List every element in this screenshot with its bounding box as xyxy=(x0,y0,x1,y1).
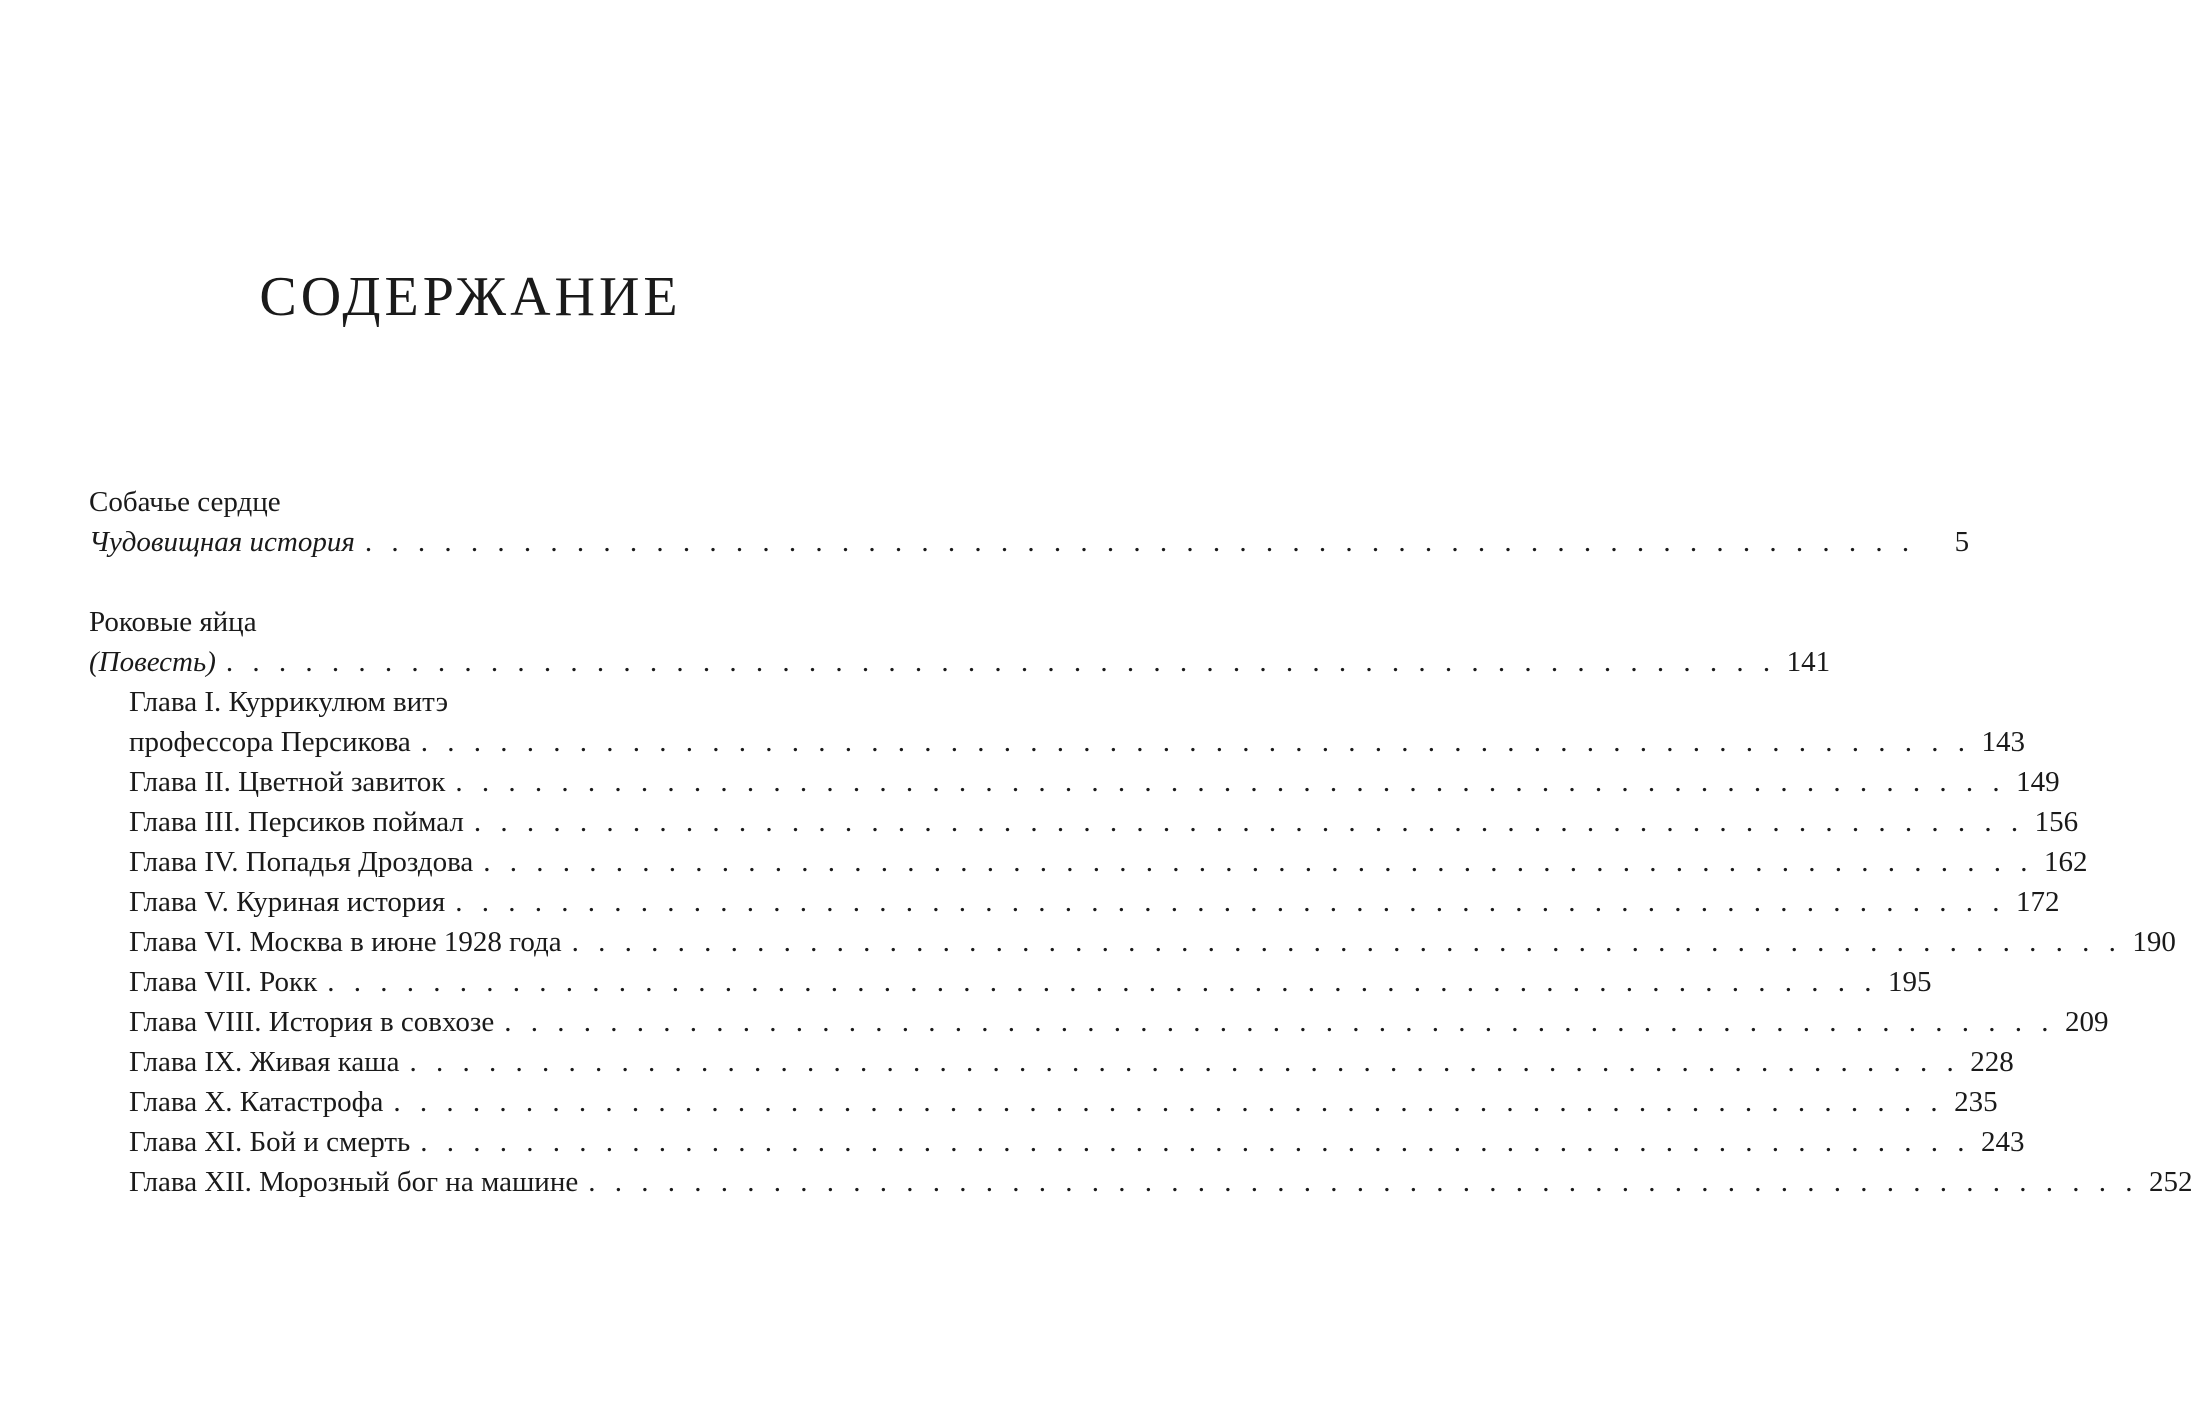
toc-entry[interactable] xyxy=(89,522,1970,562)
page-number: 156 xyxy=(2034,806,2079,838)
chapter-title: Глава VI. Москва в июне 1928 года xyxy=(129,926,562,958)
chapter-title: Глава IV. Попадья Дроздова xyxy=(129,846,474,878)
page-number: 149 xyxy=(2016,766,2060,798)
page-number: 162 xyxy=(2044,846,2088,878)
chapter-title: Глава IX. Живая каша xyxy=(129,1046,400,1078)
chapter-title: профессора Персикова xyxy=(129,726,411,758)
dot-leader: . . . . . . . . . . . . . . . . . . . . . . . . . . . . . . . . . . . . . . . . . . . . . . . . . . . . . . . . . . . xyxy=(588,1166,2139,1198)
chapter-title: Глава V. Куриная история xyxy=(129,886,446,918)
dot-leader: . . . . . . . . . . . . . . . . . . . . . . . . . . . . . . . . . . . . . . . . . . . . . . . . . . . . . . . . . . . xyxy=(225,646,1777,678)
chapter-title-line: Глава I. Куррикулюм витэ xyxy=(129,686,449,718)
dot-leader: . . . . . . . . . . . . . . . . . . . . . . . . . . . . . . . . . . . . . . . . . . . . . . . . . . . . . . . . . . . xyxy=(409,1046,1960,1078)
page-number: 190 xyxy=(2132,926,2176,958)
page-number: 243 xyxy=(1981,1126,2025,1158)
page-number: 172 xyxy=(2016,886,2060,918)
page-number: 235 xyxy=(1954,1086,1998,1118)
dot-leader: . . . . . . . . . . . . . . . . . . . . . . . . . . . . . . . . . . . . . . . . . . . . . . . . . . . . . . . . . . . xyxy=(455,886,2006,918)
work-title: Собачье сердце xyxy=(89,486,281,518)
table-of-contents xyxy=(89,482,2192,1202)
chapter-entry[interactable] xyxy=(89,802,2079,842)
dot-leader: . . . . . . . . . . . . . . . . . . . . . . . . . . . . . . . . . . . . . . . . . . . . . . . . . . . . . . . . . . . xyxy=(420,726,1972,758)
dot-leader: . . . . . . . . . . . . . . . . . . . . . . . . . . . . . . . . . . . . . . . . . . . . . . . . . . . . . . . . . . . xyxy=(483,846,2034,878)
chapter-entry[interactable] xyxy=(89,922,2176,962)
work-title: Роковые яйца xyxy=(89,606,257,638)
page-number: 5 xyxy=(1954,526,1970,558)
chapter-entry[interactable] xyxy=(89,1162,2192,1202)
chapter-entry[interactable] xyxy=(89,762,2060,802)
chapter-entry[interactable] xyxy=(89,1042,2014,1082)
work-subtitle: Чудовищная история xyxy=(89,526,355,558)
toc-entry[interactable] xyxy=(89,642,1831,682)
dot-leader: . . . . . . . . . . . . . . . . . . . . . . . . . . . . . . . . . . . . . . . . . . . . . . . . . . . . . . . . . . . xyxy=(327,966,1878,998)
spacer xyxy=(89,562,816,602)
page-number: 252 xyxy=(2148,1166,2192,1198)
dot-leader: . . . . . . . . . . . . . . . . . . . . . . . . . . . . . . . . . . . . . . . . . . . . . . . . . . . . . . . . . . . xyxy=(420,1126,1971,1158)
chapter-entry[interactable] xyxy=(89,882,2060,922)
page-number: 209 xyxy=(2064,1006,2109,1038)
chapter-title: Глава XI. Бой и смерть xyxy=(129,1126,411,1158)
dot-leader: . . . . . . . . . . . . . . . . . . . . . . . . . . . . . . . . . . . . . . . . . . . . . . . . . . . . . . . . . . . xyxy=(364,526,1916,558)
chapter-entry[interactable] xyxy=(89,1122,2025,1162)
chapter-title: Глава XII. Морозный бог на машине xyxy=(129,1166,579,1198)
chapter-title: Глава III. Персиков поймал xyxy=(129,806,464,838)
chapter-title: Глава VIII. История в совхозе xyxy=(129,1006,495,1038)
chapter-title: Глава II. Цветной завиток xyxy=(129,766,446,798)
dot-leader: . . . . . . . . . . . . . . . . . . . . . . . . . . . . . . . . . . . . . . . . . . . . . . . . . . . . . . . . . . . xyxy=(571,926,2122,958)
chapter-title: Глава X. Катастрофа xyxy=(129,1086,384,1118)
chapter-entry[interactable] xyxy=(89,722,2026,762)
page-number: 143 xyxy=(1981,726,2026,758)
chapter-entry[interactable] xyxy=(89,1002,2109,1042)
page-number: 228 xyxy=(1970,1046,2014,1078)
chapter-entry[interactable] xyxy=(89,1082,1998,1122)
dot-leader: . . . . . . . . . . . . . . . . . . . . . . . . . . . . . . . . . . . . . . . . . . . . . . . . . . . . . . . . . . . xyxy=(473,806,2025,838)
chapter-entry[interactable] xyxy=(89,962,1932,1002)
dot-leader: . . . . . . . . . . . . . . . . . . . . . . . . . . . . . . . . . . . . . . . . . . . . . . . . . . . . . . . . . . . xyxy=(393,1086,1944,1118)
chapter-title: Глава VII. Рокк xyxy=(129,966,318,998)
page-number: 141 xyxy=(1786,646,1831,678)
dot-leader: . . . . . . . . . . . . . . . . . . . . . . . . . . . . . . . . . . . . . . . . . . . . . . . . . . . . . . . . . . . xyxy=(504,1006,2055,1038)
page-number: 195 xyxy=(1887,966,1932,998)
chapter-entry[interactable] xyxy=(89,842,2088,882)
page-title: СОДЕРЖАНИЕ xyxy=(259,266,682,328)
work-subtitle: (Повесть) xyxy=(89,646,216,678)
dot-leader: . . . . . . . . . . . . . . . . . . . . . . . . . . . . . . . . . . . . . . . . . . . . . . . . . . . . . . . . . . . xyxy=(455,766,2006,798)
